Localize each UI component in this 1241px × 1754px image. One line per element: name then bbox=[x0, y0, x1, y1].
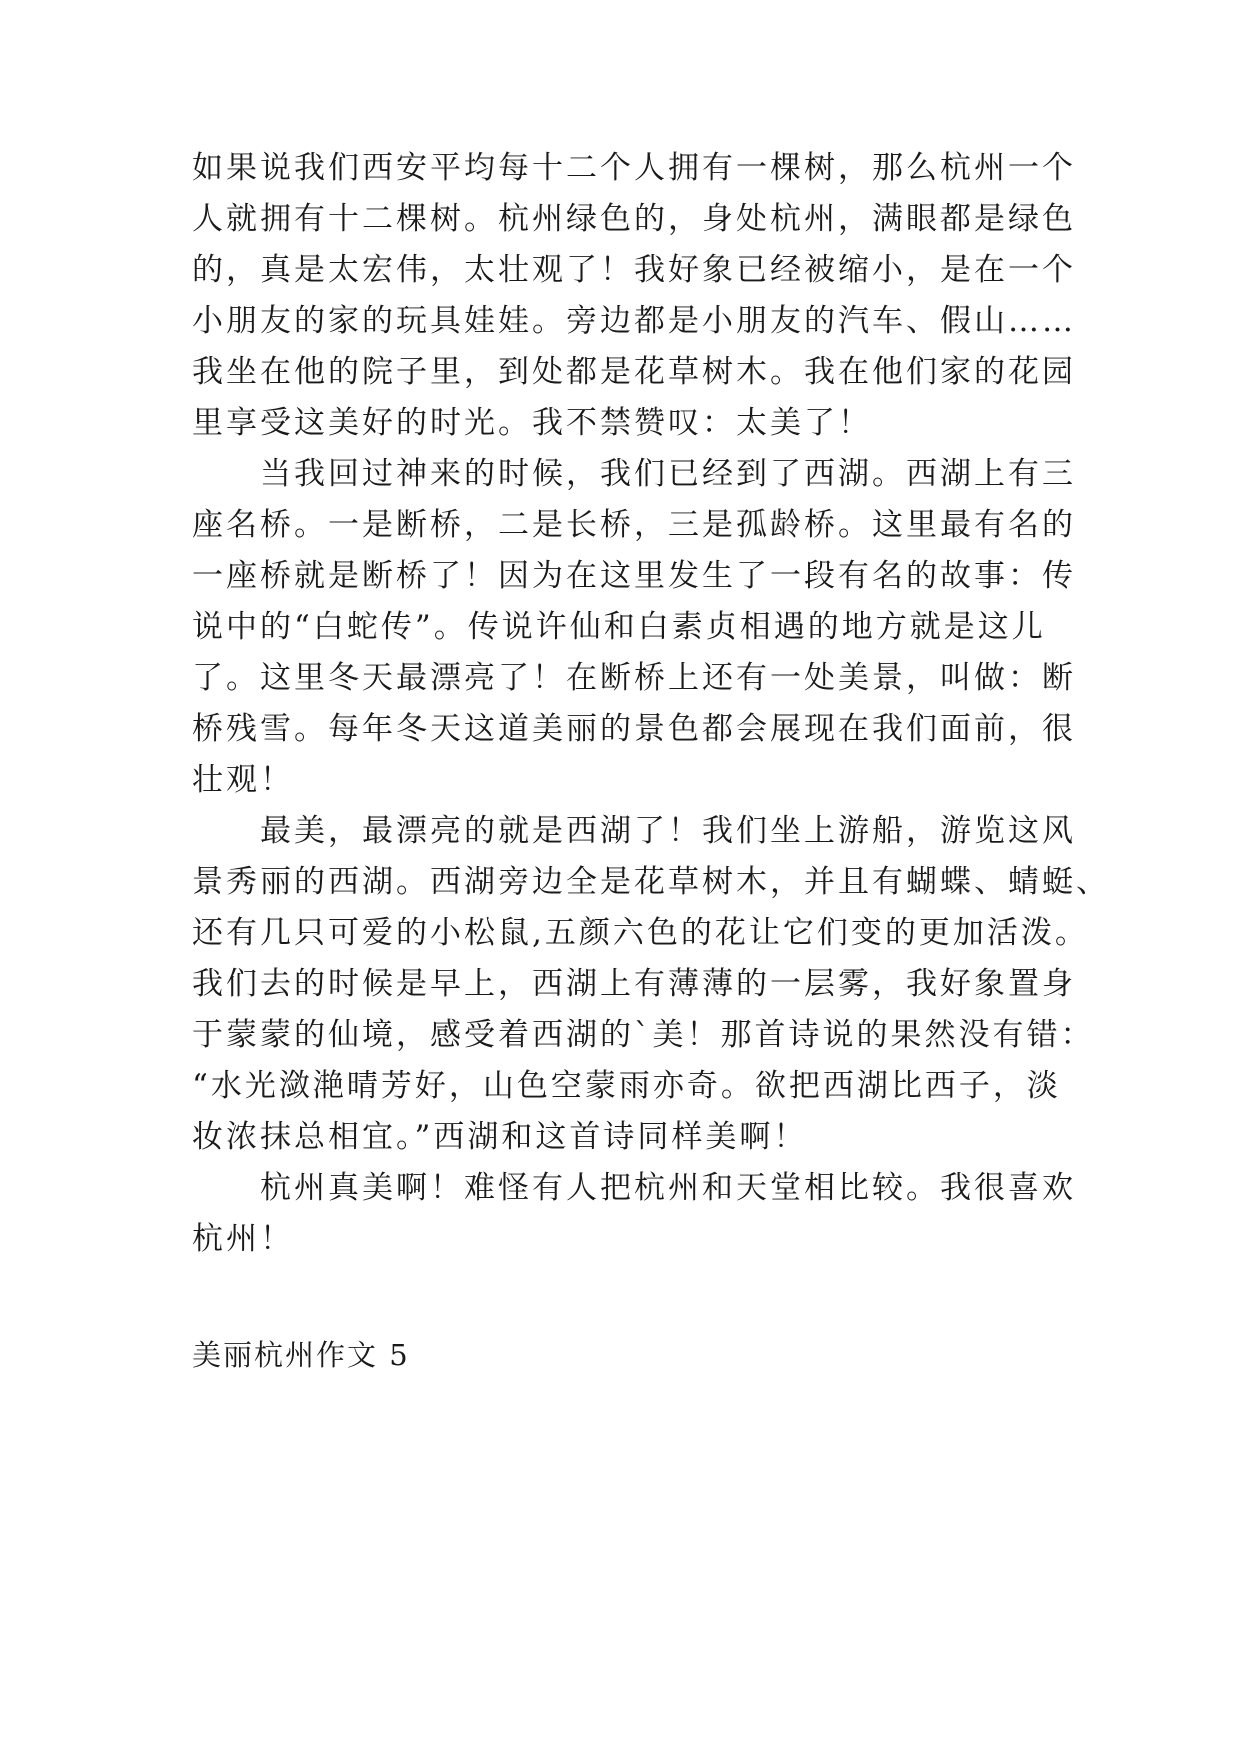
text-line: 我坐在他的院子里，到处都是花草树木。我在他们家的花园 bbox=[192, 354, 1076, 390]
text-line: 如果说我们西安平均每十二个人拥有一棵树，那么杭州一个 bbox=[192, 150, 1076, 186]
text-line: 我们去的时候是早上，西湖上有薄薄的一层雾，我好象置身 bbox=[192, 966, 1076, 1002]
text-line: 人就拥有十二棵树。杭州绿色的，身处杭州，满眼都是绿色 bbox=[192, 201, 1076, 237]
text-line: 一座桥就是断桥了！因为在这里发生了一段有名的故事：传 bbox=[192, 558, 1076, 594]
text-line: 桥残雪。每年冬天这道美丽的景色都会展现在我们面前，很 bbox=[192, 711, 1076, 747]
text-line: 于蒙蒙的仙境，感受着西湖的`美！那首诗说的果然没有错： bbox=[192, 1017, 1095, 1053]
text-line: 最美，最漂亮的就是西湖了！我们坐上游船，游览这风 bbox=[192, 813, 1076, 849]
text-line: 说中的“白蛇传”。传说许仙和白素贞相遇的地方就是这儿 bbox=[192, 609, 1046, 645]
text-line: 景秀丽的西湖。西湖旁边全是花草树木，并且有蝴蝶、蜻蜓、 bbox=[192, 864, 1110, 900]
text-line: 妆浓抹总相宜。”西湖和这首诗同样美啊！ bbox=[192, 1119, 808, 1155]
text-line: 杭州！ bbox=[192, 1221, 294, 1257]
text-line: 里享受这美好的时光。我不禁赞叹：太美了！ bbox=[192, 405, 872, 441]
text-line: 当我回过神来的时候，我们已经到了西湖。西湖上有三 bbox=[192, 456, 1076, 492]
text-line: “水光潋滟晴芳好，山色空蒙雨亦奇。欲把西湖比西子，淡 bbox=[192, 1068, 1061, 1104]
text-line: 的，真是太宏伟，太壮观了！我好象已经被缩小，是在一个 bbox=[192, 252, 1076, 288]
text-line: 还有几只可爱的小松鼠,五颜六色的花让它们变的更加活泼。 bbox=[192, 915, 1089, 951]
text-line: 壮观！ bbox=[192, 762, 294, 798]
text-line: 了。这里冬天最漂亮了！在断桥上还有一处美景，叫做：断 bbox=[192, 660, 1076, 696]
text-line: 小朋友的家的玩具娃娃。旁边都是小朋友的汽车、假山…… bbox=[192, 303, 1076, 339]
text-line: 座名桥。一是断桥，二是长桥，三是孤龄桥。这里最有名的 bbox=[192, 507, 1076, 543]
section-heading: 美丽杭州作文 5 bbox=[192, 1338, 410, 1372]
text-line: 杭州真美啊！难怪有人把杭州和天堂相比较。我很喜欢 bbox=[192, 1170, 1076, 1206]
